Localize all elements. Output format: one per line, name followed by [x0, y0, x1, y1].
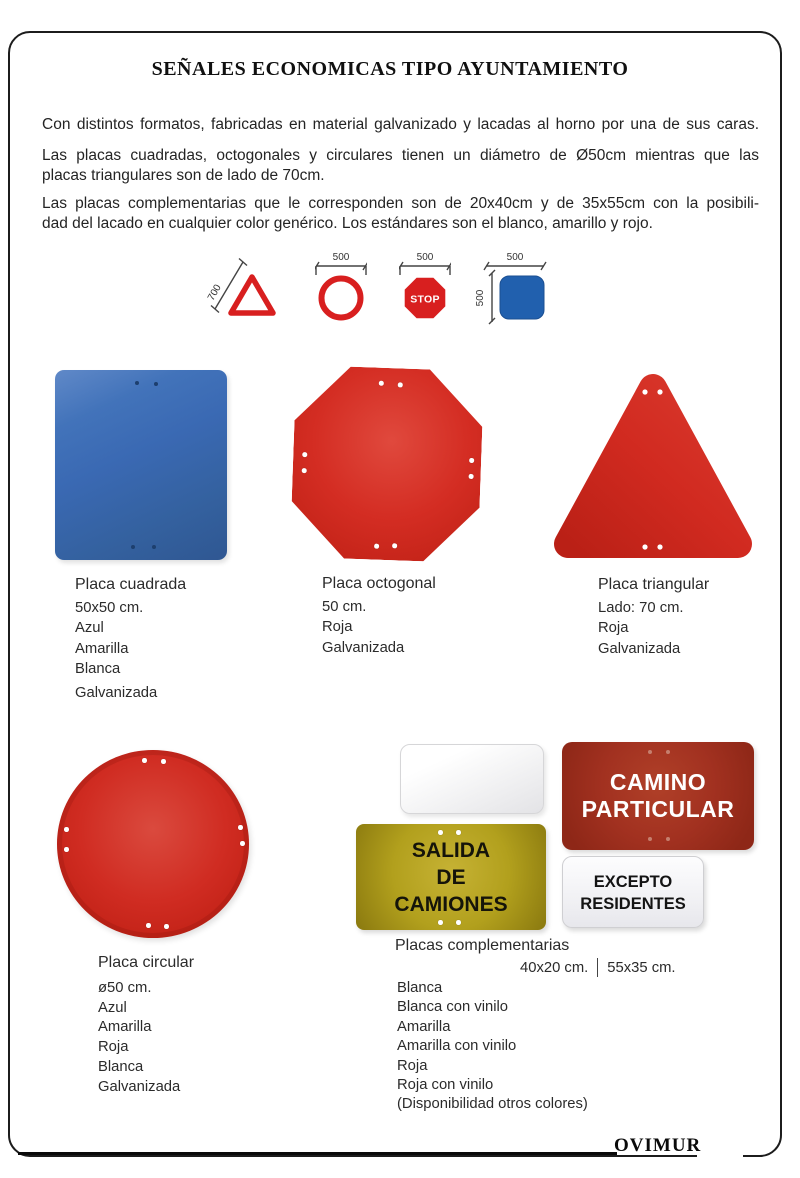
mounting-hole — [456, 920, 461, 925]
spec-item: 50 cm. — [322, 599, 367, 615]
mounting-hole — [666, 837, 670, 841]
blank-plate-photo — [400, 744, 544, 814]
mounting-hole — [302, 452, 307, 457]
product-name: Placa triangular — [598, 576, 710, 593]
mounting-hole — [146, 923, 151, 928]
spec-item: Amarilla — [98, 1019, 152, 1036]
spec-item: Roja — [598, 620, 629, 637]
mounting-hole — [154, 382, 158, 386]
camino-particular-plate-photo — [562, 742, 754, 850]
mounting-hole — [152, 545, 156, 549]
triangle-plate-photo — [540, 360, 766, 572]
stop-text: STOP — [410, 293, 440, 306]
spec-item: Roja — [322, 619, 353, 636]
dimension-label: 500 — [332, 252, 350, 263]
paragraph-complementary — [42, 194, 759, 233]
product-octagon-specs — [322, 575, 436, 658]
stop-dimension-diagram — [399, 250, 451, 324]
plate-text-line: CAMIONES — [394, 893, 508, 916]
salida-camiones-plate-photo — [356, 824, 546, 930]
spec-item: Blanca — [98, 1058, 144, 1075]
option-item: Roja con vinilo — [397, 1077, 494, 1094]
mounting-hole — [164, 924, 169, 929]
complementary-options — [397, 979, 588, 1115]
mounting-hole — [666, 750, 670, 754]
product-name: Placa circular — [98, 954, 195, 971]
paragraph-sizes — [42, 146, 759, 185]
spec-item: Azul — [75, 620, 104, 637]
spec-item: Roja — [98, 1039, 129, 1056]
product-circle-specs — [98, 954, 194, 1097]
mounting-hole — [392, 543, 397, 548]
brand-logo: OVIMUR — [614, 1135, 702, 1156]
triangle-dimension-diagram — [203, 250, 288, 325]
plate-text-line: SALIDA — [411, 839, 491, 862]
mounting-hole — [135, 381, 139, 385]
spec-item: Blanca — [75, 661, 121, 678]
option-item: Amarilla con vinilo — [397, 1038, 517, 1055]
size-small: 40x20 cm. — [520, 959, 589, 976]
plate-text-line: PARTICULAR — [581, 796, 735, 822]
mounting-hole — [238, 825, 243, 830]
dimension-label: 700 — [205, 282, 224, 303]
plate-text-line: RESIDENTES — [580, 895, 686, 913]
option-item: Blanca con vinilo — [397, 999, 509, 1016]
product-name: Placa cuadrada — [75, 576, 187, 593]
mounting-hole — [379, 381, 384, 386]
mounting-hole — [398, 382, 403, 387]
complementary-sizes — [520, 958, 676, 977]
dimension-label: 500 — [416, 252, 434, 263]
footer-border-gap — [697, 1148, 743, 1160]
mounting-hole — [456, 830, 461, 835]
mounting-hole — [469, 474, 474, 479]
spec-item: 50x50 cm. — [75, 600, 144, 616]
mounting-hole — [469, 458, 474, 463]
complementary-title: Placas complementarias — [395, 937, 570, 954]
mounting-hole — [648, 750, 652, 754]
size-large: 55x35 cm. — [607, 959, 676, 976]
mounting-hole — [642, 389, 647, 394]
mounting-hole — [302, 468, 307, 473]
circle-dimension-diagram — [315, 250, 367, 324]
plate-text-line: EXCEPTO — [593, 873, 673, 891]
size-divider — [597, 958, 598, 977]
mounting-hole — [161, 759, 166, 764]
circle-plate-photo — [57, 750, 249, 938]
spec-item: Galvanizada — [98, 1078, 181, 1095]
square-plate-photo — [55, 370, 227, 560]
mounting-hole — [142, 758, 147, 763]
mounting-hole — [64, 847, 69, 852]
paragraph-line: placas triangulares son de lado de 70cm. — [42, 166, 325, 184]
paragraph-line: Las placas complementarias que le corresponden son de 20x40cm y de 35x55cm con la posibili- — [42, 195, 759, 212]
spec-item: Azul — [98, 999, 127, 1016]
mounting-hole — [131, 545, 135, 549]
option-item: Amarilla — [397, 1018, 451, 1035]
mounting-hole — [657, 389, 662, 394]
mounting-hole — [374, 544, 379, 549]
spec-item: Galvanizada — [322, 639, 405, 656]
mounting-hole — [240, 841, 245, 846]
plate-text-line: DE — [436, 866, 466, 889]
spec-item: Amarilla — [75, 640, 129, 657]
triangle-outline-icon — [231, 277, 273, 313]
product-name: Placa octogonal — [322, 575, 436, 592]
paragraph-line: Las placas cuadradas, octogonales y circulares tienen un diámetro de Ø50cm mientras que las — [42, 147, 759, 164]
spec-item: Lado: 70 cm. — [598, 600, 684, 616]
mounting-hole — [642, 544, 647, 549]
dimension-label: 500 — [475, 289, 486, 307]
paragraph-line: dad del lacado en cualquier color genérico. Los estándares son el blanco, amarillo y rojo. — [42, 214, 653, 232]
mounting-hole — [64, 827, 69, 832]
mounting-hole — [657, 544, 662, 549]
excepto-residentes-plate-photo — [562, 856, 704, 928]
mounting-hole — [648, 837, 652, 841]
plate-text-line: CAMINO — [609, 769, 707, 795]
product-square-specs — [75, 576, 186, 703]
paragraph-intro — [42, 115, 759, 135]
mounting-hole — [438, 920, 443, 925]
option-item: (Disponibilidad otros colores) — [397, 1096, 588, 1113]
mounting-hole — [438, 830, 443, 835]
spec-item: Galvanizada — [598, 640, 681, 657]
product-triangle-specs — [598, 576, 709, 659]
square-icon — [500, 276, 544, 319]
circle-outline-icon — [322, 279, 361, 318]
option-item: Blanca — [397, 980, 443, 996]
footer-rule — [18, 1152, 617, 1155]
page-title: SEÑALES ECONOMICAS TIPO AYUNTAMIENTO — [151, 58, 629, 80]
option-item: Roja — [397, 1057, 428, 1074]
dimension-label: 500 — [506, 252, 524, 263]
spec-item: ø50 cm. — [98, 980, 152, 996]
spec-item: Galvanizada — [75, 684, 158, 701]
paragraph-line: Con distintos formatos, fabricadas en material galvanizado y lacadas al horno por una de sus caras. — [42, 116, 759, 133]
square-dimension-diagram — [474, 250, 548, 326]
